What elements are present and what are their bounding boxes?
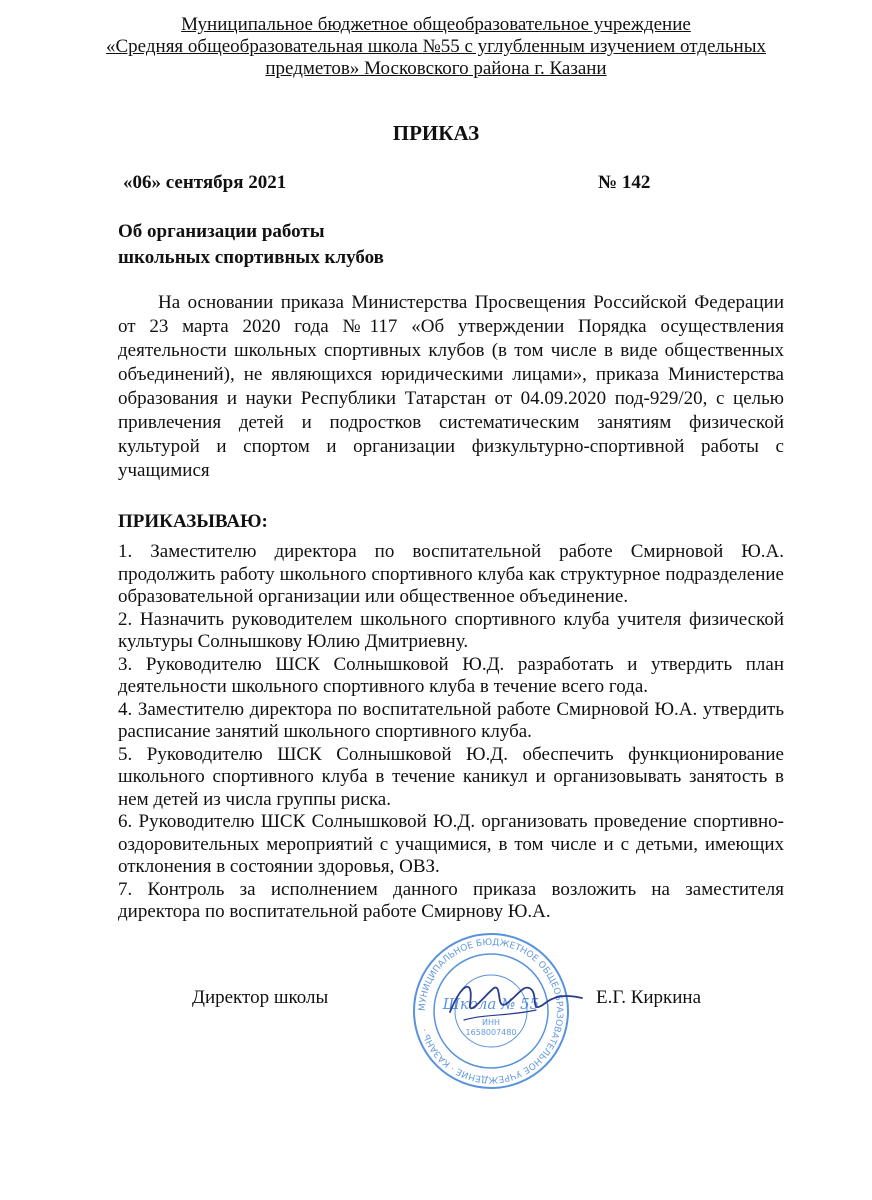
order-subject — [118, 219, 384, 271]
institution-line-3: предметов» Московского района г. Казани — [265, 58, 607, 79]
order-items-list — [118, 541, 784, 924]
seal-ring-text: МУНИЦИПАЛЬНОЕ БЮДЖЕТНОЕ ОБЩЕОБРАЗОВАТЕЛЬНОЕ УЧРЕЖДЕНИЕ · КАЗАНЬ · — [417, 937, 565, 1085]
order-item: 2. Назначить руководителем школьного спортивного клуба учителя физической культуры Солнышкову Юлию Дмитриевну. — [118, 608, 784, 652]
institution-header — [100, 14, 772, 80]
order-date: «06» сентября 2021 — [123, 172, 287, 193]
seal-center-text: Школа № 55 — [442, 995, 540, 1013]
subject-line-2: школьных спортивных клубов — [118, 247, 384, 268]
handwritten-signature — [440, 960, 590, 1040]
order-number: № 142 — [598, 172, 651, 193]
institution-line-1: Муниципальное бюджетное общеобразовательное учреждение — [181, 14, 691, 35]
signatory-name: Е.Г. Киркина — [596, 987, 702, 1008]
order-item: 6. Руководителю ШСК Солнышковой Ю.Д. организовать проведение спортивно-оздоровительных мероприятий с учащимися, в том числе и с детьми, имеющих отклонения в состоянии здоровья, ОВЗ. — [118, 811, 784, 877]
preamble-paragraph: На основании приказа Министерства Просвещения Российской Федерации от 23 марта 2020 года №117 «Об утверждении Порядка осуществления деятельности школьных спортивных клубов (в том числе в виде общественных объединений), не являющихся юридическими лицами», приказа Министерства образования и науки Республики Татарстан от 04.09.2020 под-929/20, с целью привлечения детей и подростков систематическим занятиям физической культурой и спортом и организации физкультурно-спортивной работы с учащимися — [118, 292, 784, 481]
order-item: 5. Руководителю ШСК Солнышковой Ю.Д. обеспечить функционирование школьного спортивного клуба в течение каникул и организовывать занятость в нем детей из числа группы риска. — [118, 743, 784, 810]
document-title: ПРИКАЗ — [392, 121, 480, 145]
subject-line-1: Об организации работы — [118, 221, 325, 242]
seal-inn-label: ИНН — [481, 1018, 501, 1027]
institution-line-2: «Средняя общеобразовательная школа №55 с углубленным изучением отдельных — [106, 36, 766, 57]
order-item: 7. Контроль за исполнением данного приказа возложить на заместителя директора по воспитательной работе Смирнову Ю.А. — [118, 878, 784, 922]
seal-inn-value: 1658007480 — [465, 1028, 517, 1037]
order-item: 1. Заместителю директора по воспитательной работе Смирновой Ю.А. продолжить работу школьного спортивного клуба как структурное подразделение образовательной организации или общественное объединение. — [118, 541, 784, 607]
signatory-position: Директор школы — [192, 987, 329, 1008]
order-item: 4. Заместителю директора по воспитательной работе Смирновой Ю.А. утвердить расписание занятий школьного спортивного клуба. — [118, 698, 784, 742]
order-heading: ПРИКАЗЫВАЮ: — [118, 511, 268, 532]
order-item: 3. Руководителю ШСК Солнышковой Ю.Д. разработать и утвердить план деятельности школьного спортивного клуба в течение всего года. — [118, 653, 784, 697]
